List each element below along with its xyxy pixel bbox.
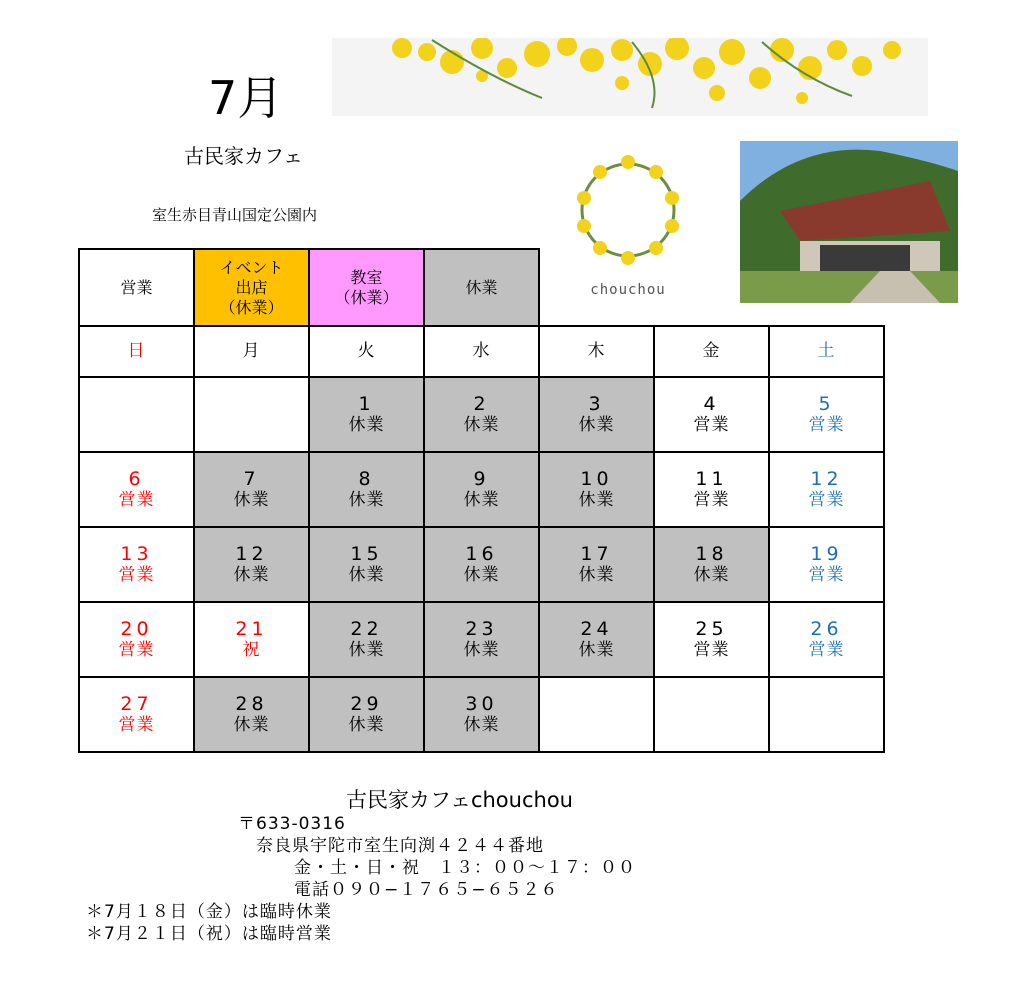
calendar-day-cell (424, 527, 539, 602)
legend-class: 教室 （休業） (309, 249, 424, 326)
day-status: 休業 (578, 564, 615, 585)
day-number: 20 (120, 617, 153, 640)
calendar-empty-cell (539, 677, 654, 752)
calendar-day-cell (79, 677, 194, 752)
calendar-empty-cell (79, 377, 194, 452)
calendar-day-cell (194, 677, 309, 752)
calendar-day-cell (194, 452, 309, 527)
calendar-day-cell (424, 377, 539, 452)
day-status: 休業 (348, 564, 385, 585)
day-status: 営業 (118, 564, 155, 585)
calendar-day-cell (309, 677, 424, 752)
calendar-week-row (79, 527, 884, 602)
day-status: 休業 (348, 639, 385, 660)
calendar-day-cell (769, 452, 884, 527)
day-number: 28 (235, 692, 268, 715)
weekday-tue: 火 (309, 326, 424, 377)
cafe-house-photo (740, 141, 958, 303)
day-number: 1 (358, 392, 375, 415)
day-status: 休業 (578, 414, 615, 435)
day-status: 休業 (463, 564, 500, 585)
day-status: 休業 (578, 639, 615, 660)
weekday-fri: 金 (654, 326, 769, 377)
day-number: 15 (350, 542, 383, 565)
day-status: 営業 (693, 489, 730, 510)
day-status: 営業 (808, 639, 845, 660)
day-number: 19 (810, 542, 843, 565)
day-status: 営業 (693, 639, 730, 660)
calendar-empty-cell (654, 677, 769, 752)
calendar-day-cell (309, 377, 424, 452)
legend-closed: 休業 (424, 249, 539, 326)
weekday-mon: 月 (194, 326, 309, 377)
location-text: 室生赤目青山国定公園内 (152, 206, 318, 224)
day-status: 休業 (463, 489, 500, 510)
day-status: 休業 (693, 564, 730, 585)
legend-open: 営業 (79, 249, 194, 326)
day-number: 2 (473, 392, 490, 415)
calendar-day-cell (539, 527, 654, 602)
calendar-day-cell (79, 527, 194, 602)
calendar-empty-cell (769, 677, 884, 752)
note-2: ＊7月２１日（祝）は臨時営業 (86, 924, 332, 944)
day-number: 16 (465, 542, 498, 565)
day-status: 休業 (233, 564, 270, 585)
day-number: 3 (588, 392, 605, 415)
calendar-day-cell (539, 452, 654, 527)
chouchou-wreath-logo (568, 150, 688, 300)
day-number: 8 (358, 467, 375, 490)
day-status: 営業 (118, 489, 155, 510)
footer-cafe-name: 古民家カフェchouchou (346, 788, 573, 812)
day-number: 30 (465, 692, 498, 715)
day-number: 9 (473, 467, 490, 490)
phone-number: 電話０９０−１７６５−６５２６ (294, 880, 559, 900)
weekday-header-row (79, 326, 884, 377)
calendar-day-cell (539, 602, 654, 677)
day-status: 休業 (348, 414, 385, 435)
calendar-day-cell (654, 602, 769, 677)
legend-event: イベント 出店 （休業） (194, 249, 309, 326)
day-number: 11 (695, 467, 728, 490)
cafe-name: 古民家カフェ (184, 144, 303, 168)
day-number: 18 (695, 542, 728, 565)
weekday-sat: 土 (769, 326, 884, 377)
legend-table (78, 248, 540, 327)
day-status: 営業 (118, 639, 155, 660)
day-status: 祝 (242, 639, 261, 660)
month-title: 7月 (208, 71, 284, 125)
day-number: 4 (703, 392, 720, 415)
day-status: 休業 (348, 714, 385, 735)
calendar-day-cell (309, 527, 424, 602)
day-status: 営業 (808, 564, 845, 585)
calendar-day-cell (769, 527, 884, 602)
day-status: 営業 (808, 489, 845, 510)
weekday-sun: 日 (79, 326, 194, 377)
mimosa-banner-image (332, 38, 928, 116)
calendar-week-row (79, 677, 884, 752)
calendar-day-cell (654, 452, 769, 527)
day-status: 休業 (463, 639, 500, 660)
day-number: 12 (810, 467, 843, 490)
calendar-day-cell (194, 527, 309, 602)
calendar-day-cell (654, 527, 769, 602)
day-status: 休業 (463, 714, 500, 735)
logo-text: chouchou (590, 282, 666, 298)
calendar-day-cell (424, 602, 539, 677)
day-number: 21 (235, 617, 268, 640)
postal-code: 〒633-0316 (238, 814, 346, 834)
calendar-week-row (79, 377, 884, 452)
note-1: ＊7月１８日（金）は臨時休業 (86, 902, 332, 922)
calendar-day-cell (769, 377, 884, 452)
calendar-day-cell (194, 602, 309, 677)
day-number: 27 (120, 692, 153, 715)
day-number: 6 (128, 467, 145, 490)
day-number: 24 (580, 617, 613, 640)
day-number: 25 (695, 617, 728, 640)
weekday-thu: 木 (539, 326, 654, 377)
calendar-day-cell (769, 602, 884, 677)
calendar-day-cell (309, 452, 424, 527)
day-status: 休業 (463, 414, 500, 435)
calendar-day-cell (539, 377, 654, 452)
day-number: 29 (350, 692, 383, 715)
day-status: 休業 (233, 489, 270, 510)
address: 奈良県宇陀市室生向渕４２４４番地 (256, 836, 544, 856)
day-number: 12 (235, 542, 268, 565)
calendar-day-cell (309, 602, 424, 677)
day-number: 10 (580, 467, 613, 490)
day-status: 営業 (118, 714, 155, 735)
day-number: 26 (810, 617, 843, 640)
day-number: 13 (120, 542, 153, 565)
calendar-week-row (79, 452, 884, 527)
calendar-empty-cell (194, 377, 309, 452)
day-status: 休業 (348, 489, 385, 510)
day-number: 17 (580, 542, 613, 565)
day-number: 22 (350, 617, 383, 640)
calendar-day-cell (79, 452, 194, 527)
day-status: 営業 (808, 414, 845, 435)
business-hours: 金・土・日・祝 １３：００〜１７：００ (294, 858, 636, 878)
calendar-week-row (79, 602, 884, 677)
day-status: 休業 (233, 714, 270, 735)
calendar-table (78, 325, 885, 753)
day-status: 営業 (693, 414, 730, 435)
calendar-day-cell (654, 377, 769, 452)
day-number: 7 (243, 467, 260, 490)
day-number: 5 (818, 392, 835, 415)
calendar-day-cell (424, 677, 539, 752)
day-status: 休業 (578, 489, 615, 510)
calendar-day-cell (424, 452, 539, 527)
weekday-wed: 水 (424, 326, 539, 377)
day-number: 23 (465, 617, 498, 640)
calendar-day-cell (79, 602, 194, 677)
